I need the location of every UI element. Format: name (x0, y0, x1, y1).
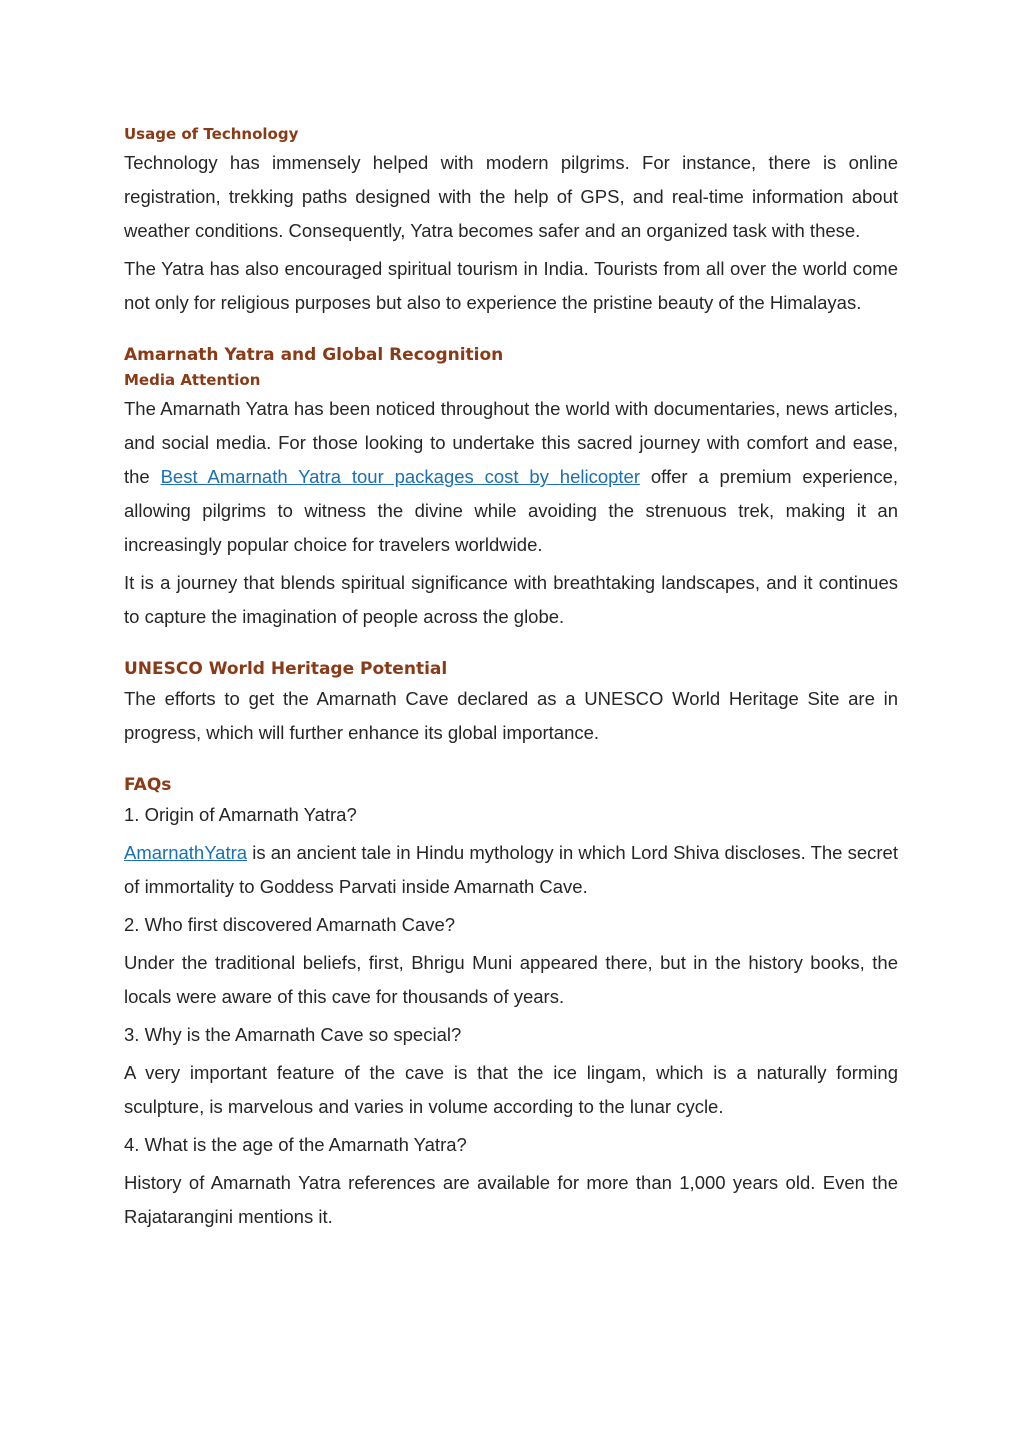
subheading-media-attention: Media Attention (124, 371, 261, 389)
section-heading-faqs: FAQs (124, 775, 172, 795)
section-heading-technology: Usage of Technology (124, 125, 299, 143)
paragraph-media-attention (124, 392, 898, 562)
answer-text: is an ancient tale in Hindu mythology in which Lord Shiva discloses. The secret of immortality to Goddess Parvati inside Amarnath Cave. (124, 842, 898, 897)
section-heading-global-recognition: Amarnath Yatra and Global Recognition (124, 345, 504, 365)
faq-answer-2: Under the traditional beliefs, first, Bhrigu Muni appeared there, but in the history books, the locals were aware of this cave for thousands of years. (124, 952, 898, 1007)
paragraph-technology: Technology has immensely helped with modern pilgrims. For instance, there is online registration, trekking paths designed with the help of GPS, and real-time information about weather conditions. Consequently, Yatra becomes safer and an organized task with these. (124, 152, 898, 241)
helicopter-packages-link[interactable]: Best Amarnath Yatra tour packages cost by helicopter (160, 466, 641, 487)
faq-answer-1 (124, 836, 898, 904)
faq-question-4: 4. What is the age of the Amarnath Yatra? (124, 1134, 467, 1155)
faq-answer-3: A very important feature of the cave is that the ice lingam, which is a naturally forming sculpture, is marvelous and varies in volume according to the lunar cycle. (124, 1062, 898, 1117)
paragraph-unesco: The efforts to get the Amarnath Cave declared as a UNESCO World Heritage Site are in progress, which will further enhance its global importance. (124, 688, 898, 743)
section-heading-unesco: UNESCO World Heritage Potential (124, 659, 448, 679)
paragraph-text: The Amarnath Yatra has been noticed throughout the world with documentaries, news articles, and social media. For those looking to undertake this sacred journey with comfort and ease, the (124, 398, 898, 487)
amarnath-yatra-link[interactable]: AmarnathYatra (124, 842, 248, 863)
faq-question-2: 2. Who first discovered Amarnath Cave? (124, 914, 456, 935)
document-page (124, 122, 898, 1234)
faq-answer-4: History of Amarnath Yatra references are available for more than 1,000 years old. Even the Rajatarangini mentions it. (124, 1172, 898, 1227)
paragraph-text: offer a premium experience, allowing pilgrims to witness the divine while avoiding the strenuous trek, making it an increasingly popular choice for travelers worldwide. (124, 466, 898, 555)
faq-question-3: 3. Why is the Amarnath Cave so special? (124, 1024, 462, 1045)
paragraph-spiritual-tourism: The Yatra has also encouraged spiritual tourism in India. Tourists from all over the world come not only for religious purposes but also to experience the pristine beauty of the Himalayas. (124, 258, 898, 313)
paragraph-journey: It is a journey that blends spiritual significance with breathtaking landscapes, and it continues to capture the imagination of people across the globe. (124, 572, 898, 627)
faq-question-1: 1. Origin of Amarnath Yatra? (124, 804, 357, 825)
